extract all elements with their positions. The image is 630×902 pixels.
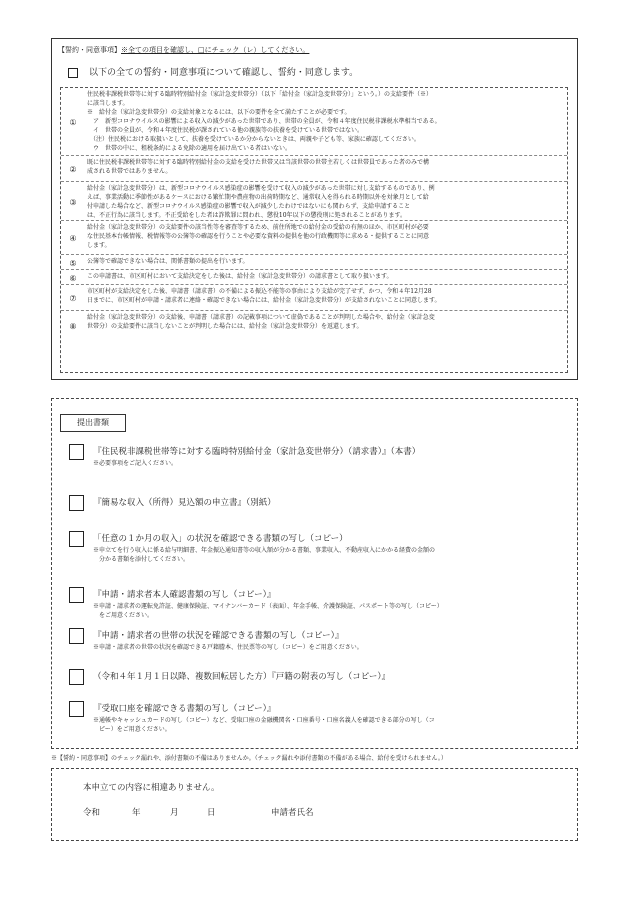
document-note: をご用意ください。 xyxy=(93,612,154,619)
pledge-item-line: えば、事業活動に季節性があるケースにおける繁忙期や農産物の出荷時期など、通常収入を得られる時期以外を対象月として給 xyxy=(87,194,429,201)
pledge-header-note: ※全ての項目を確認し、□にチェック（レ）してください。 xyxy=(121,46,310,54)
pledge-item-divider xyxy=(61,155,567,156)
pledge-item-text xyxy=(87,90,561,153)
document-note: ※必要事項をご記入ください。 xyxy=(93,460,178,467)
pledge-item-text xyxy=(87,184,561,220)
pledge-item xyxy=(61,223,567,255)
pledge-item-divider xyxy=(61,269,567,270)
pledge-item-line: 給付金（家計急変世帯分）は、新型コロナウイルス感染症の影響を受けて収入の減少があった世帯に対し支給するものであり、例 xyxy=(87,185,435,192)
pledge-items-box xyxy=(60,87,568,373)
pledge-item-number: ⑦ xyxy=(69,294,77,303)
document-note: ピー）をご用意ください。 xyxy=(93,726,171,733)
document-title: 「任意の１か月の収入」の状況を確認できる書類の写し（コピー） xyxy=(93,534,348,544)
pledge-item-text xyxy=(87,287,561,305)
pledge-item xyxy=(61,158,567,182)
document-checkbox[interactable] xyxy=(69,701,84,717)
documents-tag: 提出書類 xyxy=(60,414,126,432)
pledge-item-line: この申請書は、市区町村において支給決定をした後は、給付金（家計急変世帯分）の請求書として取り扱います。 xyxy=(87,273,393,280)
document-note: ※申立てを行う収入に係る給与明細書、年金振込通知書等の収入額が分かる書類、事業収入、不動産収入にかかる経費の金額の xyxy=(93,547,436,554)
day-label: 日 xyxy=(207,808,216,818)
pledge-item-number: ⑥ xyxy=(69,273,77,283)
pledge-item-line: な住民基本台帳情報、税情報等の公簿等の確認を行うことや必要な資料の提供を他の行政機関等に求める・提供することに同意 xyxy=(87,233,430,240)
pledge-item-line: 給付金（家計急変世帯分）の支給後、申請書（請求書）の記載事項について虚偽であることが判明した場合や、給付金（家計急変 xyxy=(87,314,435,321)
pledge-item xyxy=(61,90,567,156)
pledge-item-divider xyxy=(61,220,567,221)
pledge-agree-label: 以下の全ての誓約・同意事項について確認し、誓約・同意します。 xyxy=(89,68,359,78)
pledge-item-text xyxy=(87,223,561,250)
pledge-item-line: 住民税非課税世帯等に対する臨時特別給付金（家計急変世帯分）（以下「給付金（家計急変世帯分）」という。）の支給要件（※） xyxy=(87,91,433,98)
applicant-name-label: 申請者氏名 xyxy=(271,808,314,818)
pledge-agree-checkbox[interactable] xyxy=(68,68,78,78)
pledge-item-line: 市区町村が支給決定をした後、申請書（請求書）の不備による振込不能等の事由により支給が完了せず、かつ、令和４年12月28 xyxy=(87,288,432,295)
pledge-item-number: ④ xyxy=(69,234,77,243)
pledge-item-number: ⑤ xyxy=(69,258,77,268)
pledge-item xyxy=(61,313,567,340)
pledge-item-line: ウ 世帯の中に、租税条約による免除の適用を届け出ている者はいない。 xyxy=(87,145,292,152)
pledge-item-text xyxy=(87,158,561,176)
month-label: 月 xyxy=(170,808,179,818)
document-checkbox[interactable] xyxy=(69,495,84,511)
document-title: 『簡易な収入（所得）見込額の申立書』（別紙） xyxy=(93,498,276,508)
pledge-item-line: します。 xyxy=(87,242,111,249)
pledge-item-number: ⑧ xyxy=(69,321,77,331)
pledge-item-line: 給付金（家計急変世帯分）の支給要件の該当性等を審査等するため、前住所地での給付金の受給の有無のほか、市区町村が必要 xyxy=(87,224,429,231)
document-checkbox[interactable] xyxy=(69,587,84,603)
pledge-item-number: ③ xyxy=(69,197,77,207)
document-note: 分かる書類を添付してください。 xyxy=(93,556,190,563)
pledge-header xyxy=(58,45,309,55)
pledge-item-line: 成される世帯ではありません。 xyxy=(87,168,172,175)
document-title: 『住民税非課税世帯等に対する臨時特別給付金（家計急変世帯分）（請求書）』（本書） xyxy=(93,447,421,457)
declaration-section xyxy=(51,768,578,841)
document-checkbox[interactable] xyxy=(69,669,84,685)
document-title: （令和４年１月１日以降、複数回転居した方）『戸籍の附表の写し（コピー）』 xyxy=(93,672,391,682)
pledge-item-line: 既に住民税非課税世帯等に対する臨時特別給付金の支給を受けた世帯又は当該世帯の世帯主若しくは世帯員であった者のみで構 xyxy=(87,159,429,166)
pledge-item-line: 付申請した場合など、新型コロナウイルス感染症の影響で収入が減少したわけではないにも関わらず、支給申請すること xyxy=(87,203,411,210)
pledge-item-divider xyxy=(61,310,567,311)
document-note: ※申請・請求者の運転免許証、健康保険証、マイナンバーカード（表面）、年金手帳、介護保険証、パスポート等の写し（コピー） xyxy=(93,603,443,610)
document-title: 『申請・請求者本人確認書類の写し（コピー）』 xyxy=(93,590,276,600)
document-title: 『受取口座を確認できる書類の写し（コピー）』 xyxy=(93,704,276,714)
pledge-item-divider xyxy=(61,254,567,255)
pledge-item-number: ① xyxy=(69,118,77,127)
pledge-item-text xyxy=(87,257,561,266)
era-label: 令和 xyxy=(83,808,101,818)
pledge-item xyxy=(61,287,567,311)
pledge-item-line: 日までに、市区町村が申請・請求者に連絡・確認できない場合には、給付金（家計急変世帯分）が支給されないことに同意します。 xyxy=(87,297,441,304)
pledge-item xyxy=(61,184,567,221)
document-note: ※通帳やキャッシュカードの写し（コピー）など、受取口座の金融機関名・口座番号・口座名義人を確認できる部分の写し（コ xyxy=(93,717,435,724)
pledge-item-divider xyxy=(61,181,567,182)
pledge-item-line: ア 新型コロナウイルスの影響による収入の減少があった世帯であり、世帯の全員が、令和４年度住民税非課税水準相当である。 xyxy=(87,118,441,125)
pledge-item-line: イ 世帯の全員が、令和４年度住民税が課されている他の親族等の扶養を受けている世帯ではない。 xyxy=(87,127,364,134)
declaration-text: 本申立ての内容に相違ありません。 xyxy=(83,783,220,793)
document-note: ※申請・請求者の世帯の状況を確認できる戸籍謄本、住民票等の写し（コピー）をご用意ください。 xyxy=(93,644,363,651)
pledge-item-divider xyxy=(61,284,567,285)
pledge-item-line: 公簿等で確認できない場合は、関係書類の提出を行います。 xyxy=(87,258,249,265)
document-checkbox[interactable] xyxy=(69,628,84,644)
year-label: 年 xyxy=(132,808,141,818)
document-title: 『申請・請求者の世帯の状況を確認できる書類の写し（コピー）』 xyxy=(93,631,344,641)
pledge-item-line: に該当します。 xyxy=(87,100,129,107)
pledge-item-text xyxy=(87,272,561,281)
pledge-item-text xyxy=(87,313,561,331)
document-checkbox[interactable] xyxy=(69,531,84,547)
pledge-item-line: は、不正行為に該当します。不正受給をした者は詐欺罪に問われ、懲役10年以下の懲役刑に処されることがあります。 xyxy=(87,212,407,219)
document-checkbox[interactable] xyxy=(69,444,84,460)
pledge-item-number: ② xyxy=(69,165,77,174)
pledge-item-line: ※ 給付金（家計急変世帯分）の支給対象となるには、以下の要件を全て満たすことが必要です。 xyxy=(87,109,351,116)
footnote: ※【誓約・同意事項】のチェック漏れや、添付書類の不備はありませんか。（チェック漏れや添付書類の不備がある場合、給付を受けられません。） xyxy=(51,755,447,762)
pledge-item-line: 世帯分）の支給要件に該当しないことが判明した場合には、給付金（家計急変世帯分）を返還します。 xyxy=(87,323,363,330)
pledge-item-line: （注）住民税における取扱いとして、扶養を受けているか分からないときは、両親や子ども等、家族に確認してください。 xyxy=(87,136,420,143)
pledge-header-label: 【誓約・同意事項】 xyxy=(58,46,121,54)
